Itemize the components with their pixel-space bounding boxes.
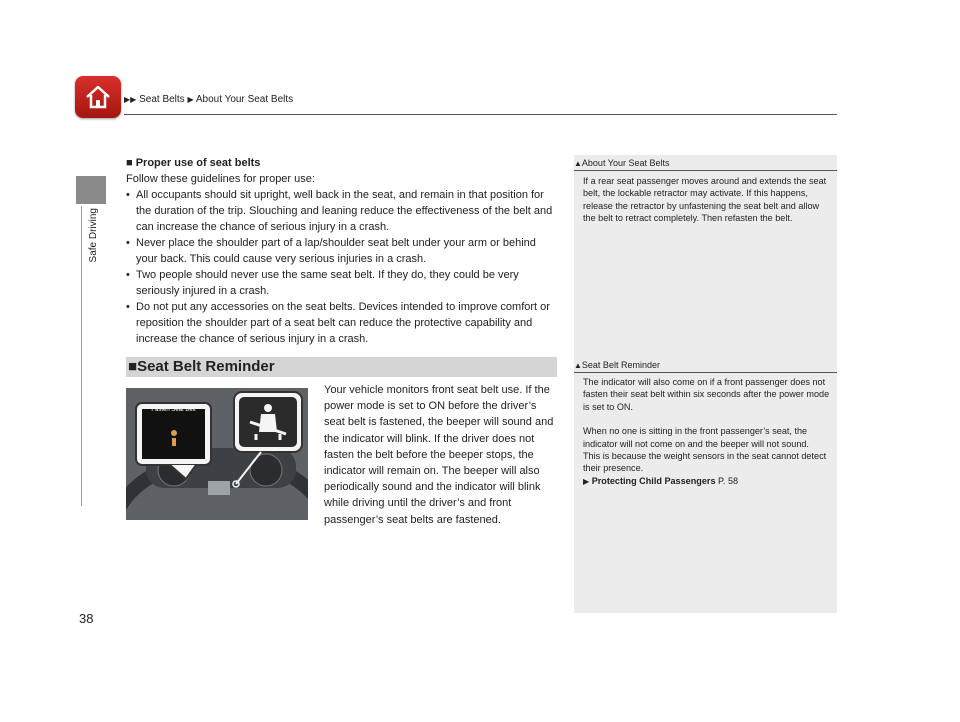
section-heading <box>126 155 558 171</box>
note-title: Seat Belt Reminder <box>581 360 660 370</box>
breadcrumb-arrow-icon: ▶▶ <box>124 95 137 104</box>
list-item: • All occupants should sit upright, well back in the seat, and remain in that position for the duration of the trip. Slouching and leaning reduce the effectiveness of the belt and can increase the chance of serious injury in a crash. <box>126 187 558 235</box>
chapter-tab[interactable] <box>76 176 106 204</box>
xref-label: Protecting Child Passengers <box>591 475 716 486</box>
note-marker-icon: ▲ <box>574 159 582 168</box>
breadcrumb-current: About Your Seat Belts <box>195 94 294 105</box>
breadcrumb-link-seat-belts[interactable]: Seat Belts <box>139 94 185 105</box>
breadcrumb-separator-icon: ▶ <box>187 95 194 104</box>
home-icon <box>84 83 112 111</box>
note-paragraph: When no one is sitting in the front passenger’s seat, the indicator will not come on and the beeper will not sound. <box>583 426 809 449</box>
square-bullet-icon: ■ <box>126 157 133 169</box>
reminder-heading-text: Seat Belt Reminder <box>137 358 275 375</box>
breadcrumb <box>124 94 293 105</box>
indicator-label: Fasten Seat Belt <box>151 407 196 413</box>
page-number: 38 <box>79 611 94 626</box>
xref-arrow-icon: ▶ <box>583 476 590 486</box>
note-paragraph: This is because the weight sensors in the seat cannot detect their presence. <box>583 451 827 474</box>
header-rule <box>124 114 837 115</box>
note-about-seat-belts <box>583 175 831 225</box>
note-title: About Your Seat Belts <box>581 158 670 168</box>
note-rule <box>574 170 837 171</box>
reminder-body: Your vehicle monitors front seat belt use. If the power mode is set to ON before the driver’s seat belt is fastened, the beeper will sound and the indicator will blink. If the driver does not fasten the belt before the beeper stops, the indicator will remain on. The beeper will also periodically sound and the indicator will blink while driving until the driver’s and front passenger’s seat belts are fastened. <box>324 384 554 526</box>
chapter-tab-line <box>81 206 82 506</box>
list-item: • Do not put any accessories on the seat belts. Devices intended to improve comfort or reposition the shoulder part of a seat belt can reduce the protective capability and increase the chance of serious injury in a crash. <box>126 299 558 347</box>
square-bullet-icon: ■ <box>128 358 138 375</box>
proper-use-section <box>126 155 558 347</box>
note-paragraph: The indicator will also come on if a front passenger does not fasten their seat belt within six seconds after the power mode is set to ON. <box>583 377 830 412</box>
home-button[interactable] <box>75 76 121 118</box>
note-heading <box>574 158 837 168</box>
xref-page: P. 58 <box>718 475 739 486</box>
reminder-heading <box>128 358 275 375</box>
guidelines-list <box>126 187 558 347</box>
note-rule <box>574 372 837 373</box>
note-marker-icon: ▲ <box>574 361 582 370</box>
dashboard-illustration <box>126 388 308 520</box>
chapter-label: Safe Driving <box>88 208 99 263</box>
cross-reference-link[interactable] <box>583 475 831 488</box>
note-seat-belt-reminder <box>583 376 831 488</box>
note-paragraph: If a rear seat passenger moves around and extends the seat belt, the lockable retractor may activate. If this happens, release the retractor by unfastening the seat belt and allow the belt to retract completely. Then refasten the belt. <box>583 176 827 224</box>
section-intro: Follow these guidelines for proper use: <box>126 173 315 185</box>
list-item: • Never place the shoulder part of a lap/shoulder seat belt under your arm or behind your back. This could cause very serious injuries in a crash. <box>126 235 558 267</box>
section-heading-text: Proper use of seat belts <box>135 157 261 169</box>
note-heading <box>574 360 837 370</box>
list-item: • Two people should never use the same seat belt. If they do, they could be very seriously injured in a crash. <box>126 267 558 299</box>
